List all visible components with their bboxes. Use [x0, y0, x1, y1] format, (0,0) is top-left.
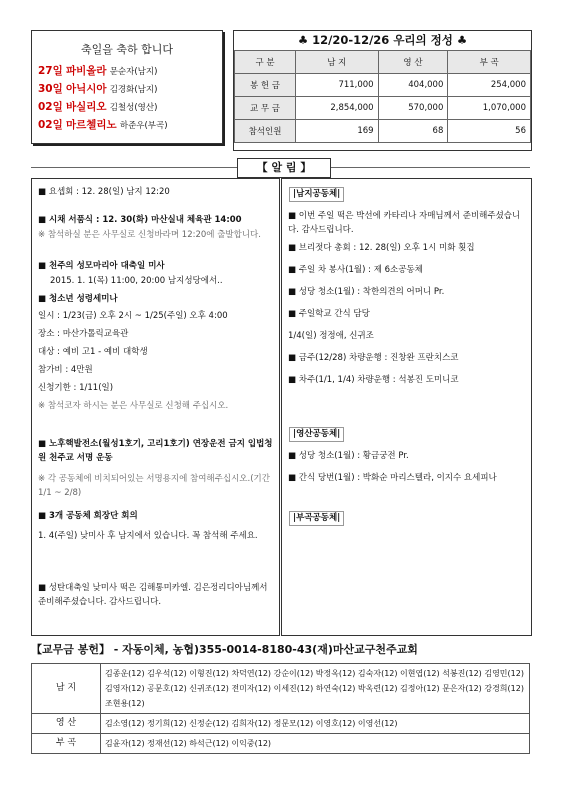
notice-item: ■ 주일 차 봉사(1월) : 제 6소공동체 [288, 265, 423, 275]
notice-item: ■ 이번 주일 떡은 박선에 카타리나 자매님께서 준비해주셨습니다. 감사드립니다. [288, 211, 521, 235]
notice-item: ■ 성당 청소(1월) : 착한의견의 어머니 Pr. [288, 287, 445, 297]
community-label: 남 지 [32, 664, 101, 714]
notice-item: 참가비 : 4만원 [38, 365, 93, 375]
notice-item: ■ 간식 당번(1월) : 박화순 마리스텔라, 이지수 요세피나 [288, 473, 497, 483]
member-names: 김소영(12) 정기희(12) 신정순(12) 김희자(12) 정문모(12) 이영호(12) 이영선(12) [101, 714, 530, 734]
notice-item: ■ 차주(1/1, 1/4) 차량운행 : 석봉진 도미니코 [288, 375, 459, 385]
notice-item: 신청기한 : 1/11(일) [38, 383, 114, 393]
notice-item: ■ 금주(12/28) 차량운행 : 진창완 프란치스코 [288, 353, 459, 363]
notice-item: ■ 노후핵발전소(월성1호기, 고리1호기) 연장운전 금지 입법청원 천주교 서명 운동 [38, 439, 273, 463]
notice-title: 【 알 림 】 [237, 158, 331, 178]
notice-item: 2015. 1. 1(목) 11:00, 20:00 남지성당에서.. [50, 276, 223, 286]
notice-item: ■ 브리젓다 총회 : 12. 28(일) 오후 1시 미화 횟집 [288, 243, 475, 253]
notice-item: ■ 천주의 성모마리아 대축일 미사 [38, 261, 165, 271]
birthday-row: 02일 마르첼리노 하준우(부곡) [38, 119, 168, 131]
section-header: |부곡공동체| [289, 511, 344, 526]
right-notice-column [281, 178, 532, 636]
notice-item: ■ 요셉회 : 12. 28(일) 남지 12:20 [38, 187, 170, 197]
birthday-title: 축일을 축하 합니다 [80, 43, 173, 56]
notice-item: ■ 시채 서품식 : 12. 30(화) 마산실내 체육관 14:00 [38, 215, 242, 225]
member-names: 김윤자(12) 정재선(12) 하석근(12) 이익중(12) [101, 734, 530, 754]
notice-item: ■ 성당 청소(1월) : 황금궁전 Pr. [288, 451, 409, 461]
members-table [31, 663, 530, 754]
table-row [32, 734, 530, 754]
member-names: 김종운(12) 김우석(12) 이형진(12) 차덕연(12) 강순이(12) 박정옥(12) 김숙자(12) 이현엽(12) 석봉진(12) 김영민(12) 김영자(12) 공문호(12) 신귀조(12) 전미자(12) 이세진(12) 하연숙(12) 박옥련(12) 김정아(12) 문은자(12) 강경희(12) 조현용(12) [101, 664, 530, 714]
table-header: 구 분 [235, 51, 296, 74]
notice-item: ■ 3개 공동체 회장단 회의 [38, 511, 138, 521]
section-header: |남지공동체| [289, 187, 344, 202]
offering-title: ♣ 12/20-12/26 우리의 정성 ♣ [297, 33, 468, 47]
notice-item: ※ 각 공동체에 비치되어있는 서명용지에 참여해주십시오.(기간 1/1 ~ 2/8) [38, 474, 270, 498]
notice-item: 1. 4(주일) 낮미사 후 남지에서 있습니다. 꼭 참석해 주세요. [38, 531, 258, 541]
birthday-row: 27일 파비올라 문순자(남지) [38, 65, 158, 77]
offering-table [234, 50, 531, 143]
notice-item: ■ 주일학교 간식 담당 [288, 309, 370, 319]
notice-item: 일시 : 1/23(금) 오후 2시 ~ 1/25(주일) 오후 4:00 [38, 311, 228, 321]
birthday-row: 02일 바실리오 김철성(영산) [38, 101, 158, 113]
notice-item: ■ 청소년 성령세미나 [38, 294, 118, 304]
offering-box [233, 30, 532, 151]
table-row: 참석인원 169 68 56 [235, 120, 531, 143]
notice-item: ■ 성탄대축일 낮미사 떡은 김해통미카엘. 김은정리디아님께서 준비해주셨습니다. 감사드립니다. [38, 583, 268, 607]
giving-info: 【교무금 봉헌】 - 자동이체, 농협)355-0014-8180-43(재)마산교구천주교회 [31, 643, 418, 656]
table-header: 남 지 [296, 51, 379, 74]
notice-item: 대상 : 예비 고1 - 예비 대학생 [38, 347, 148, 357]
section-header: |영산공동체| [289, 427, 344, 442]
table-header: 영 산 [378, 51, 448, 74]
notice-item: 1/4(일) 정정애, 신귀조 [288, 331, 374, 341]
birthday-row: 30일 아닉시아 김경화(남지) [38, 83, 158, 95]
table-row [32, 714, 530, 734]
table-row [32, 664, 530, 714]
community-label: 부 곡 [32, 734, 101, 754]
community-label: 영 산 [32, 714, 101, 734]
table-row: 교 무 금 2,854,000 570,000 1,070,000 [235, 97, 531, 120]
birthday-box [31, 30, 223, 144]
table-header: 부 곡 [448, 51, 531, 74]
notice-item: ※ 참석코자 하시는 분은 사무실로 신청해 주십시오. [38, 401, 229, 411]
notice-item: ※ 참석하실 분은 사무실로 신청바라며 12:20에 출발합니다. [38, 230, 261, 240]
notice-item: 장소 : 마산가톨릭교육관 [38, 329, 129, 339]
table-row: 봉 헌 금 711,000 404,000 254,000 [235, 74, 531, 97]
left-notice-column [31, 178, 280, 636]
